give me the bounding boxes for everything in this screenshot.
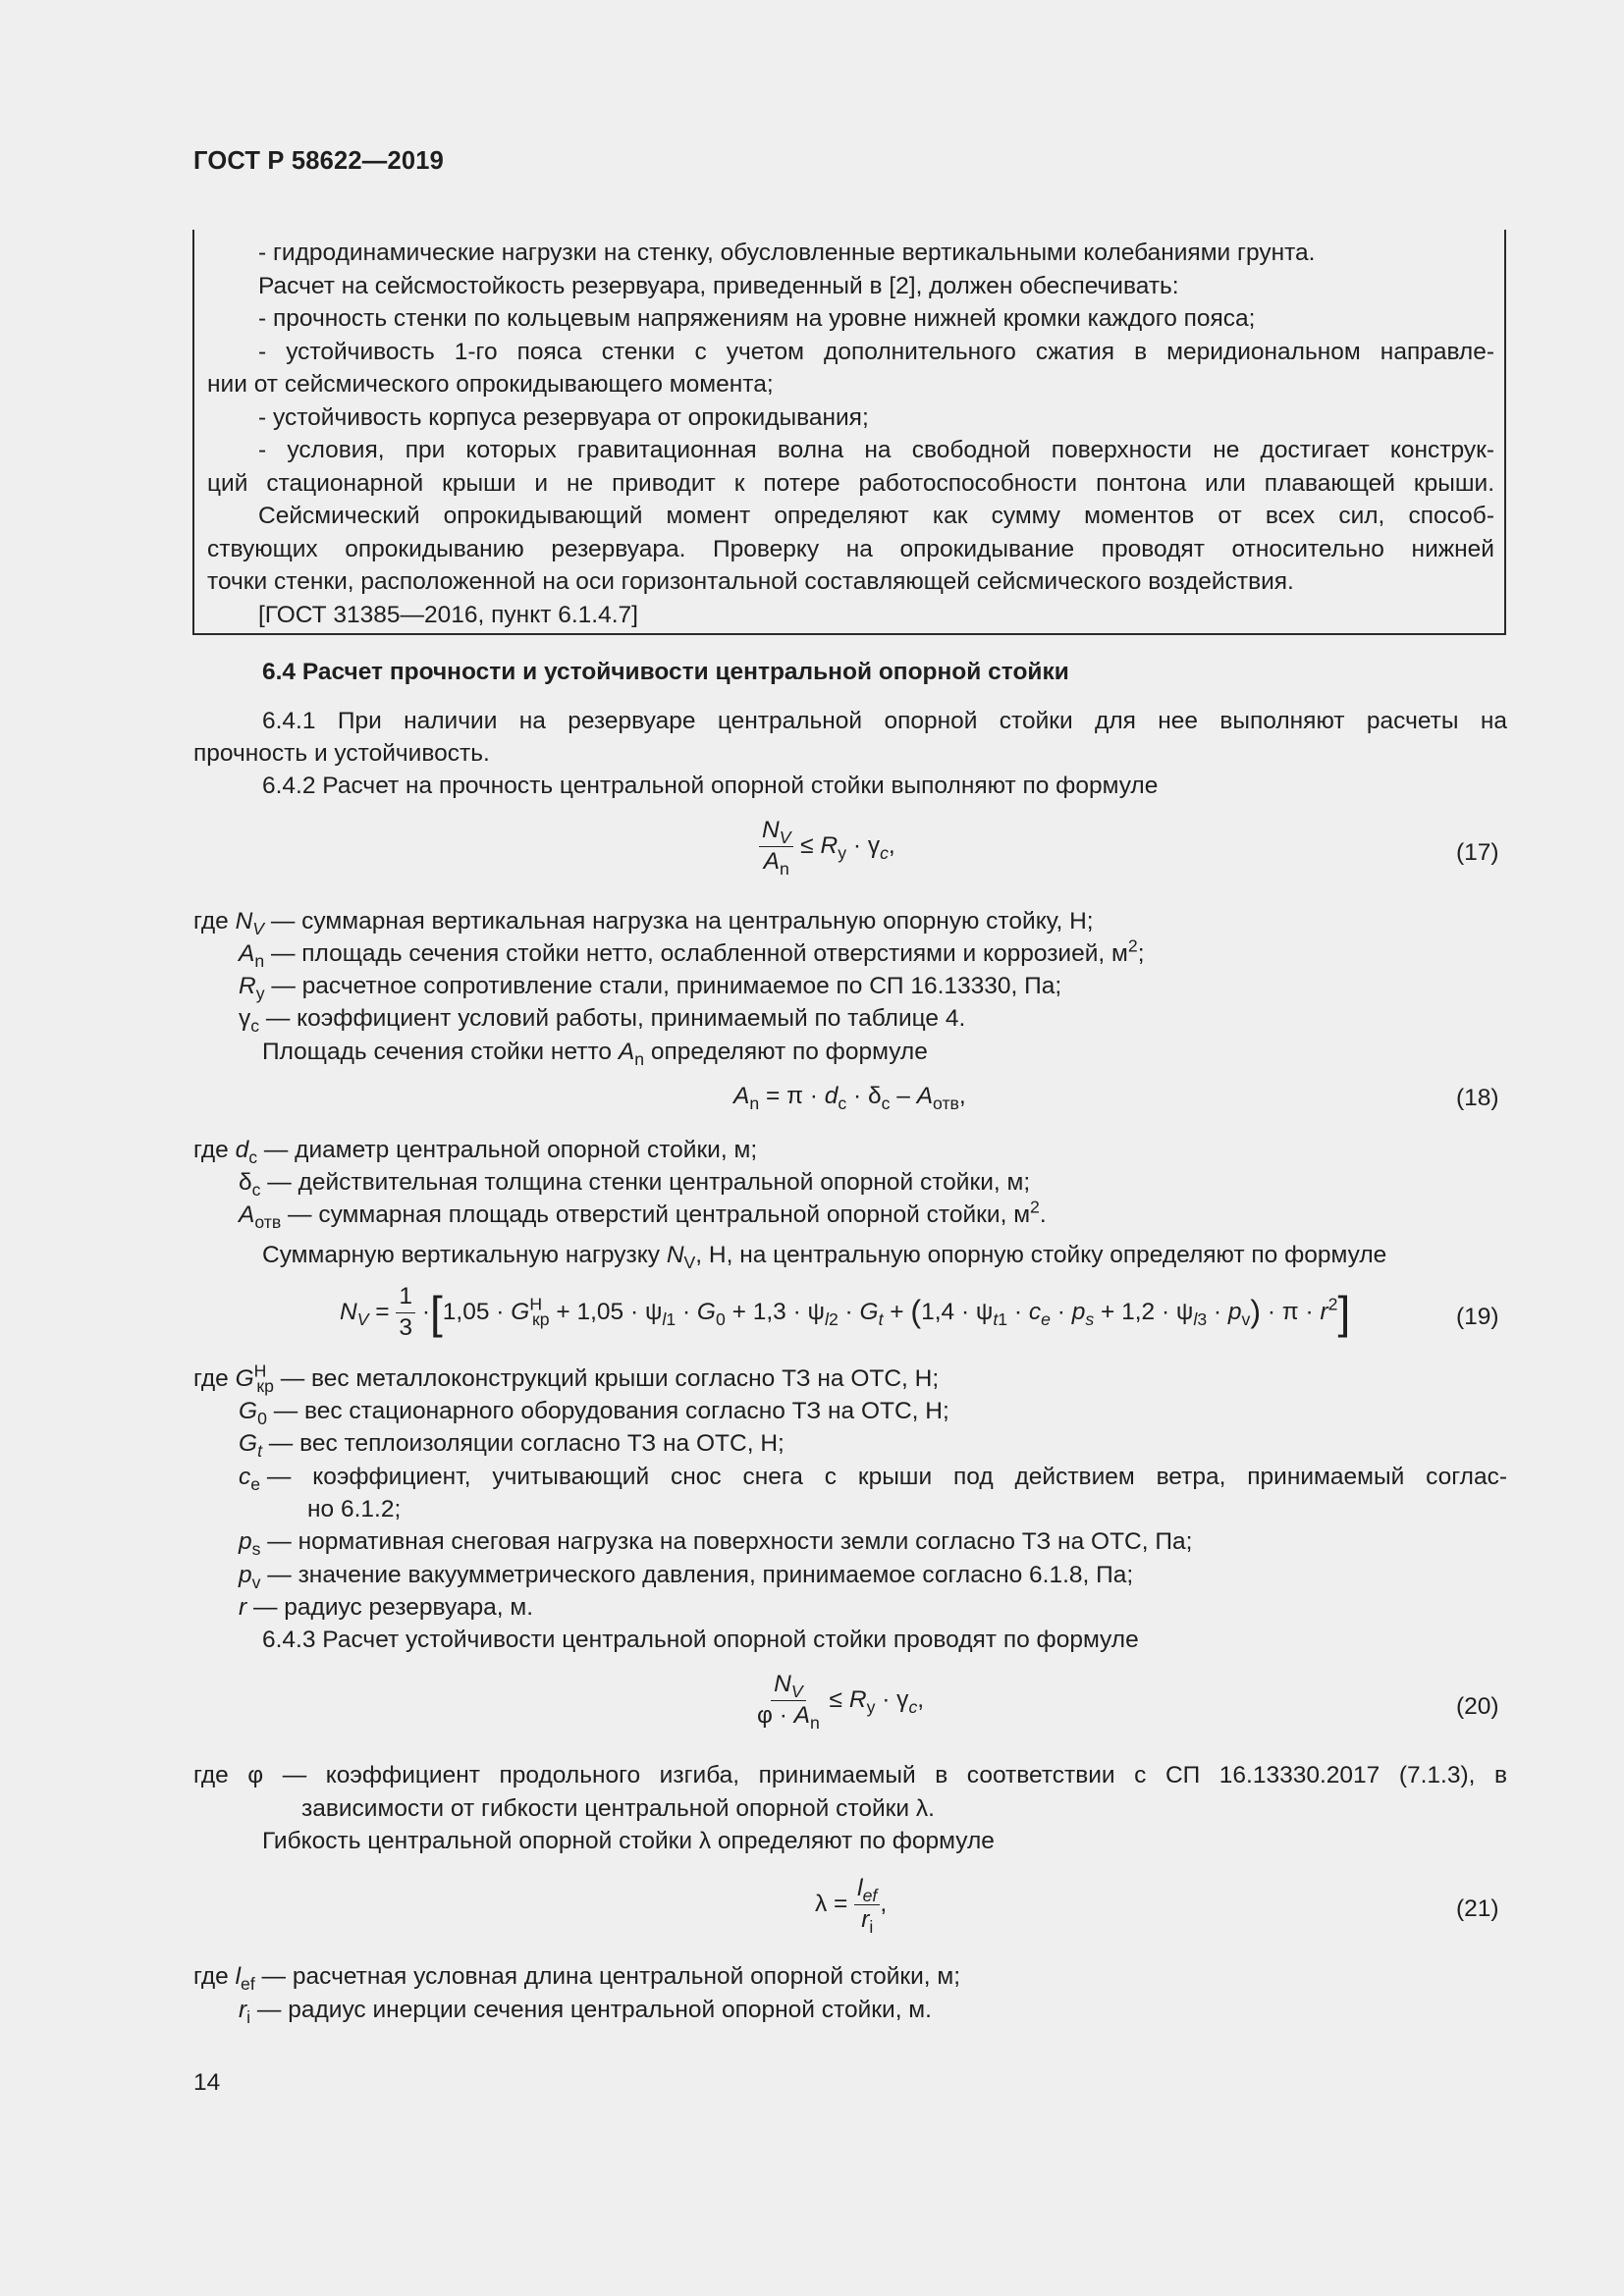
where19-text3: — вес теплоизоляции согласно ТЗ на ОТС, Н; xyxy=(268,1430,785,1457)
where17-text1: — суммарная вертикальная нагрузка на центральную опорную стойку, Н; xyxy=(270,908,1094,934)
where19-text7: — радиус резервуара, м. xyxy=(252,1594,534,1621)
box-line-5: нии от сейсмического опрокидывающего момента; xyxy=(207,371,774,398)
box-line-12: [ГОСТ 31385—2016, пункт 6.1.4.7] xyxy=(258,602,638,628)
box-line-10: ствующих опрокидыванию резервуара. Проверку на опрокидывание проводят относительно нижней xyxy=(207,536,1494,562)
where17-text3: — расчетное сопротивление стали, принимаемое по СП 16.13330, Па; xyxy=(271,973,1062,999)
formula-18: $A_n = \pi \cdot d_c \cdot \delta_c - A_{отв}$, xyxy=(733,1083,966,1114)
equation-number-20: (20) xyxy=(1456,1693,1499,1720)
box-line-8: ций стационарной крыши и не приводит к потере работоспособности понтона или плавающей крыши. xyxy=(207,470,1494,497)
formula-17: $\frac{N_V}{A_n}$ ≤ $R_y \cdot \gamma_c$, xyxy=(759,815,895,877)
para-643: 6.4.3 Расчет устойчивости центральной опорной стойки проводят по формуле xyxy=(262,1627,1139,1653)
where19-line2: $G_0$ — вес стационарного оборудования согласно ТЗ на ОТС, Н; xyxy=(239,1398,949,1429)
where19-text6: — значение вакуумметрического давления, принимаемое согласно 6.1.8, Па; xyxy=(267,1562,1134,1588)
equation-number-19: (19) xyxy=(1456,1304,1499,1330)
where19-text1: — вес металлоконструкций крыши согласно ТЗ на ОТС, Н; xyxy=(280,1365,940,1392)
para-641-line1: 6.4.1 При наличии на резервуаре центральной опорной стойки для нее выполняют расчеты на xyxy=(262,708,1507,734)
document-header: ГОСТ Р 58622—2019 xyxy=(193,147,445,175)
where19-line4: $c_e$ — коэффициент, учитывающий снос снега с крыши под действием ветра, принимаемый соглас- xyxy=(239,1461,1507,1494)
intro-19-end: , Н, на центральную опорную стойку определяют по формуле xyxy=(695,1242,1387,1268)
box-line-7: - условия, при которых гравитационная волна на свободной поверхности не достигает конструк- xyxy=(258,437,1494,463)
box-line-3: - прочность стенки по кольцевым напряжениям на уровне нижней кромки каждого пояса; xyxy=(258,305,1256,332)
where19-line7: r — радиус резервуара, м. xyxy=(239,1594,534,1621)
where17-text4: — коэффициент условий работы, принимаемый по таблице 4. xyxy=(265,1005,966,1032)
where19-text2: — вес стационарного оборудования согласно ТЗ на ОТС, Н; xyxy=(273,1398,949,1424)
intro-19-text: Суммарную вертикальную нагрузку xyxy=(262,1242,661,1268)
where17-line1: где $N_V$ — суммарная вертикальная нагрузка на центральную опорную стойку, Н; xyxy=(193,908,1094,939)
where21-line1: где $l_{ef}$ — расчетная условная длина центральной опорной стойки, м; xyxy=(193,1963,961,1995)
box-line-2: Расчет на сейсмостойкость резервуара, приведенный в [2], должен обеспечивать: xyxy=(258,273,1179,299)
where18-line3: $A_{отв}$ — суммарная площадь отверстий центральной опорной стойки, $м^2$. xyxy=(239,1197,1047,1233)
where17-line3: $R_y$ — расчетное сопротивление стали, принимаемое по СП 16.13330, Па; xyxy=(239,973,1062,1004)
formula-20: $\frac{N_V}{\varphi \cdot A_n}$ ≤ $R_y \cdot \gamma_c$, xyxy=(757,1671,925,1734)
box-line-6: - устойчивость корпуса резервуара от опрокидывания; xyxy=(258,404,869,431)
section-heading: 6.4 Расчет прочности и устойчивости центральной опорной стойки xyxy=(262,659,1069,685)
where20-line2: зависимости от гибкости центральной опорной стойки λ. xyxy=(301,1795,935,1822)
where19-line6: $p_v$ — значение вакуумметрического давления, принимаемое согласно 6.1.8, Па; xyxy=(239,1562,1134,1593)
para-642: 6.4.2 Расчет на прочность центральной опорной стойки выполняют по формуле xyxy=(262,773,1159,799)
formula-19: $N_V$ = $\frac{1}{3}$ · [ $1,05 \cdot G^Н_{кр} + 1,05 \cdot \psi_{l1} \cdot G_0 + 1,3 \cdot \psi_{l2} \cdot G_t$ + ( $1,4 \cdot \psi_{t1} \cdot c_e \cdot p_s + 1,2 \cdot \psi_{l3} \cdot p_v$ ) · $\pi \cdot r^2$ ] xyxy=(340,1283,1351,1341)
box-line-1: - гидродинамические нагрузки на стенку, обусловленные вертикальными колебаниями грунта. xyxy=(258,240,1316,266)
where18-line2: $\delta_c$ — действительная толщина стенки центральной опорной стойки, м; xyxy=(239,1169,1031,1201)
formula-21: λ = $\frac{l_{ef}}{r_i}$ , xyxy=(815,1875,888,1938)
equation-number-17: (17) xyxy=(1456,839,1499,866)
where17-text2: — площадь сечения стойки нетто, ослабленной отверстиями и коррозией, м xyxy=(270,940,1128,967)
where21-text1: — расчетная условная длина центральной опорной стойки, м; xyxy=(261,1963,961,1990)
where19-text5: — нормативная снеговая нагрузка на поверхности земли согласно ТЗ на ОТС, Па; xyxy=(267,1528,1193,1555)
intro-18-end: определяют по формуле xyxy=(650,1039,928,1065)
box-line-9: Сейсмический опрокидывающий момент определяют как сумму моментов от всех сил, способ- xyxy=(258,503,1494,529)
where19-text4b: но 6.1.2; xyxy=(307,1496,402,1522)
box-line-4: - устойчивость 1-го пояса стенки с учетом дополнительного сжатия в меридиональном направле- xyxy=(258,339,1494,365)
para-641-line2: прочность и устойчивость. xyxy=(193,740,490,767)
page-number: 14 xyxy=(193,2069,221,2096)
where17-line2: $A_n$ — площадь сечения стойки нетто, ослабленной отверстиями и коррозией, $м^2$; xyxy=(239,935,1145,972)
where19-line5: $p_s$ — нормативная снеговая нагрузка на поверхности земли согласно ТЗ на ОТС, Па; xyxy=(239,1528,1193,1560)
where18-text2: — действительная толщина стенки центральной опорной стойки, м; xyxy=(267,1169,1031,1196)
where19-line3: $G_t$ — вес теплоизоляции согласно ТЗ на ОТС, Н; xyxy=(239,1430,785,1462)
where18-text3: — суммарная площадь отверстий центральной опорной стойки, м xyxy=(288,1201,1031,1228)
where21-text2: — радиус инерции сечения центральной опорной стойки, м. xyxy=(256,1997,932,2023)
where18-line1: где $d_c$ — диаметр центральной опорной стойки, м; xyxy=(193,1137,758,1168)
intro-19: Суммарную вертикальную нагрузку $N_V$, Н, на центральную опорную стойку определяют по формуле xyxy=(262,1242,1387,1273)
intro-21: Гибкость центральной опорной стойки λ определяют по формуле xyxy=(262,1828,995,1854)
equation-number-21: (21) xyxy=(1456,1896,1499,1922)
equation-number-18: (18) xyxy=(1456,1085,1499,1111)
where18-text1: — диаметр центральной опорной стойки, м; xyxy=(263,1137,758,1163)
intro-18: Площадь сечения стойки нетто $A_n$ определяют по формуле xyxy=(262,1039,928,1070)
where19-line1: где $G^Н_{кр}$ — вес металлоконструкций крыши согласно ТЗ на ОТС, Н; xyxy=(193,1361,940,1397)
where20-line1: где φ — коэффициент продольного изгиба, принимаемый в соответствии с СП 16.13330.2017 (7.1.3), в xyxy=(193,1762,1507,1789)
intro-18-text: Площадь сечения стойки нетто xyxy=(262,1039,613,1065)
box-line-11: точки стенки, расположенной на оси горизонтальной составляющей сейсмического воздействия. xyxy=(207,568,1294,595)
where19-text4a: — коэффициент, учитывающий снос снега с крыши под действием ветра, принимаемый соглас- xyxy=(266,1464,1507,1490)
where21-line2: $r_i$ — радиус инерции сечения центральной опорной стойки, м. xyxy=(239,1997,932,2028)
where17-line4: $\gamma_c$ — коэффициент условий работы, принимаемый по таблице 4. xyxy=(239,1005,966,1037)
